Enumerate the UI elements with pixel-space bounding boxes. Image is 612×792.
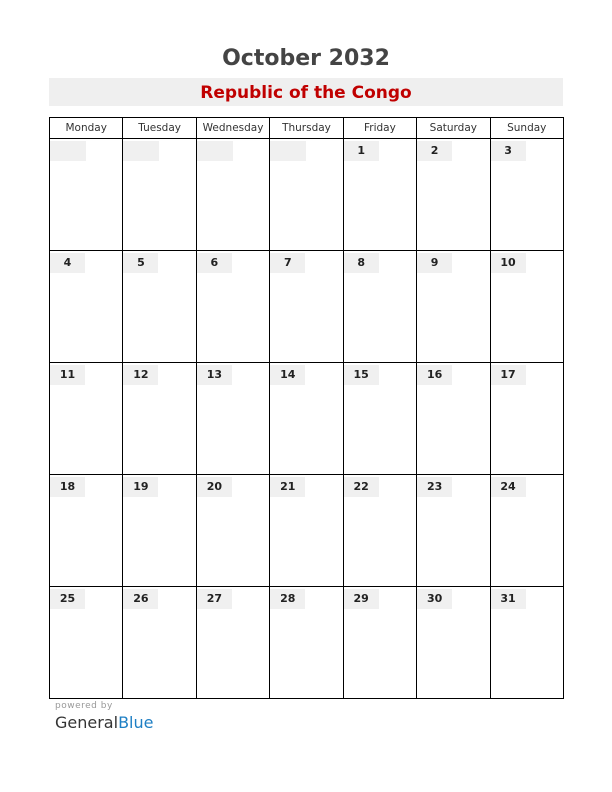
day-number: 9 <box>417 253 452 273</box>
day-number <box>197 141 233 161</box>
day-cell <box>343 363 416 475</box>
week-row <box>50 251 564 363</box>
brand-general: General <box>55 713 119 732</box>
day-number: 25 <box>50 589 85 609</box>
day-cell <box>50 139 123 251</box>
day-cell <box>123 251 196 363</box>
day-cell <box>343 475 416 587</box>
day-cell <box>490 587 563 699</box>
day-number: 21 <box>270 477 305 497</box>
day-number: 10 <box>491 253 526 273</box>
day-cell <box>490 363 563 475</box>
day-cell <box>343 139 416 251</box>
day-cell <box>417 587 490 699</box>
day-number: 18 <box>50 477 85 497</box>
day-number: 16 <box>417 365 452 385</box>
week-row <box>50 363 564 475</box>
day-number: 7 <box>270 253 305 273</box>
day-cell <box>417 139 490 251</box>
day-cell <box>343 251 416 363</box>
page-title: October 2032 <box>222 46 390 71</box>
weekday-wednesday: Wednesday <box>196 118 269 139</box>
day-cell <box>196 475 269 587</box>
day-number: 26 <box>123 589 158 609</box>
day-number <box>123 141 159 161</box>
weekday-saturday: Saturday <box>417 118 490 139</box>
weekday-tuesday: Tuesday <box>123 118 196 139</box>
day-cell <box>50 363 123 475</box>
powered-by-text: powered by <box>55 701 113 711</box>
day-number: 5 <box>123 253 158 273</box>
generalblue-logo[interactable] <box>55 713 153 732</box>
country-banner <box>49 78 563 106</box>
day-cell <box>417 475 490 587</box>
day-cell <box>270 587 343 699</box>
weekday-sunday: Sunday <box>490 118 563 139</box>
day-number: 24 <box>491 477 526 497</box>
calendar-grid <box>49 117 564 699</box>
day-number: 17 <box>491 365 526 385</box>
day-cell <box>270 251 343 363</box>
day-number <box>270 141 306 161</box>
day-cell <box>196 251 269 363</box>
day-cell <box>123 475 196 587</box>
week-row <box>50 587 564 699</box>
day-number <box>50 141 86 161</box>
day-number: 12 <box>123 365 158 385</box>
weekday-friday: Friday <box>343 118 416 139</box>
day-number: 28 <box>270 589 305 609</box>
day-cell <box>490 475 563 587</box>
day-cell <box>196 363 269 475</box>
country-name: Republic of the Congo <box>200 83 412 103</box>
day-cell <box>417 363 490 475</box>
day-number: 22 <box>344 477 379 497</box>
footer-branding <box>55 701 153 732</box>
day-number: 31 <box>491 589 526 609</box>
day-cell <box>50 587 123 699</box>
day-number: 23 <box>417 477 452 497</box>
day-cell <box>270 363 343 475</box>
day-cell <box>123 587 196 699</box>
day-number: 19 <box>123 477 158 497</box>
day-cell <box>343 587 416 699</box>
day-cell <box>270 475 343 587</box>
day-number: 1 <box>344 141 379 161</box>
day-cell <box>270 139 343 251</box>
day-number: 3 <box>491 141 526 161</box>
brand-blue: Blue <box>118 713 154 732</box>
day-number: 2 <box>417 141 452 161</box>
day-number: 14 <box>270 365 305 385</box>
day-number: 30 <box>417 589 452 609</box>
weekday-thursday: Thursday <box>270 118 343 139</box>
day-cell <box>490 251 563 363</box>
day-number: 29 <box>344 589 379 609</box>
day-number: 6 <box>197 253 232 273</box>
day-number: 8 <box>344 253 379 273</box>
weekday-monday: Monday <box>50 118 123 139</box>
day-number: 4 <box>50 253 85 273</box>
day-cell <box>123 363 196 475</box>
day-cell <box>196 139 269 251</box>
week-row <box>50 475 564 587</box>
day-number: 27 <box>197 589 232 609</box>
week-row <box>50 139 564 251</box>
day-cell <box>123 139 196 251</box>
day-number: 13 <box>197 365 232 385</box>
weekday-header-row <box>50 118 564 139</box>
day-cell <box>196 587 269 699</box>
day-cell <box>417 251 490 363</box>
day-number: 20 <box>197 477 232 497</box>
day-cell <box>50 475 123 587</box>
day-cell <box>490 139 563 251</box>
day-number: 11 <box>50 365 85 385</box>
day-cell <box>50 251 123 363</box>
day-number: 15 <box>344 365 379 385</box>
